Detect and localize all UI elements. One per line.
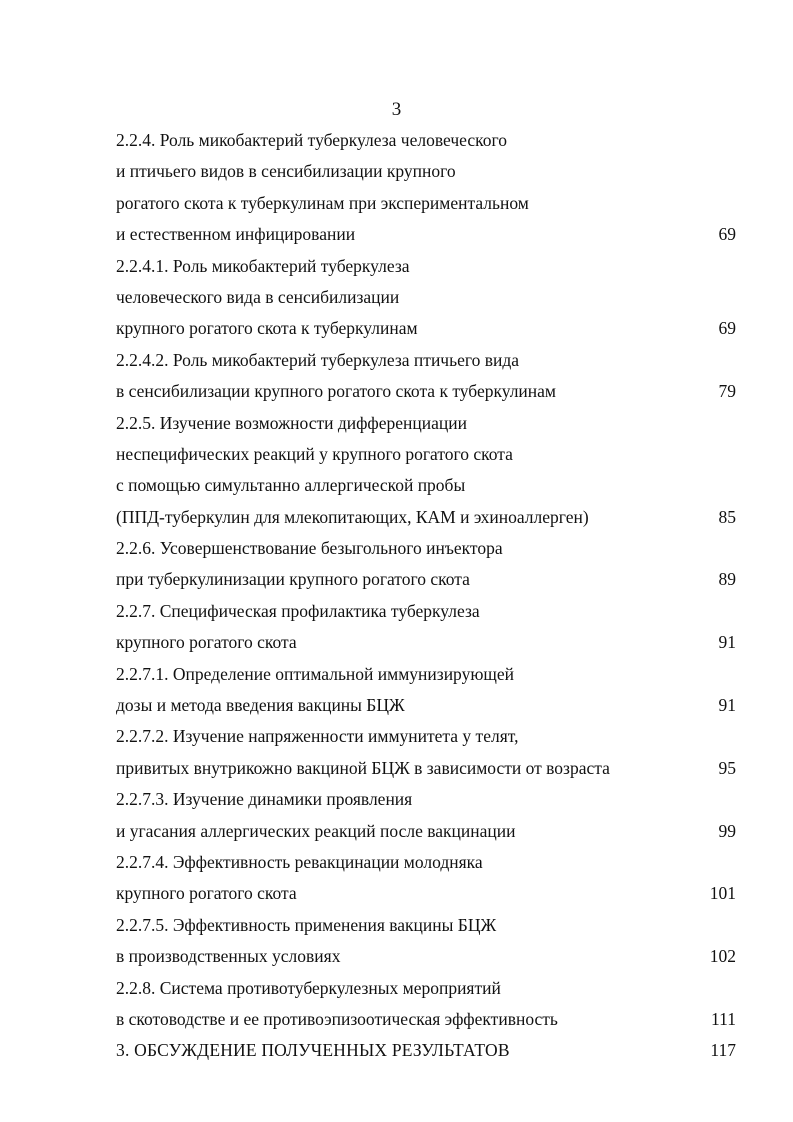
toc-entry-text: и угасания аллергических реакций после вакцинации [116, 820, 516, 841]
toc-entry-text: 2.2.4. Роль микобактерий туберкулеза человеческого [116, 130, 507, 150]
toc-entry [116, 128, 746, 159]
toc-entry-text: с помощью симультанно аллергической пробы [116, 475, 466, 496]
toc-entry-text: неспецифических реакций у крупного рогатого скота [116, 443, 513, 464]
toc-entry-text: привитых внутрикожно вакциной БЦЖ в зависимости от возраста [116, 757, 610, 778]
toc-entry-text: и естественном инфицировании [116, 224, 356, 245]
toc-entry-text: 2.2.4.1. Роль микобактерий туберкулеза [116, 255, 410, 276]
toc-entry [116, 1038, 746, 1069]
toc-entry [116, 505, 746, 536]
toc-entry [116, 630, 746, 661]
toc-entry [116, 473, 746, 504]
page-number: 3 [391, 99, 402, 120]
table-of-contents [116, 128, 746, 1070]
toc-entry-text: 2.2.4.2. Роль микобактерий туберкулеза птичьего вида [116, 349, 520, 370]
toc-entry-text: в сенсибилизации крупного рогатого скота к туберкулинам [116, 381, 556, 402]
toc-entry [116, 693, 746, 724]
toc-entry [116, 724, 746, 755]
toc-entry-page: 91 [718, 695, 736, 716]
toc-entry-text: рогатого скота к туберкулинам при экспериментальном [116, 192, 529, 213]
toc-entry-text: 2.2.8. Система противотуберкулезных мероприятий [116, 977, 501, 998]
toc-entry [116, 881, 746, 912]
toc-entry-text: 3. ОБСУЖДЕНИЕ ПОЛУЧЕННЫХ РЕЗУЛЬТАТОВ [116, 1040, 510, 1061]
toc-entry-page: 69 [718, 224, 736, 245]
toc-entry [116, 191, 746, 222]
toc-entry [116, 913, 746, 944]
toc-entry-page: 99 [718, 820, 736, 841]
toc-entry [116, 976, 746, 1007]
toc-entry-text: в производственных условиях [116, 946, 341, 967]
toc-entry-page: 91 [718, 632, 736, 653]
toc-entry [116, 536, 746, 567]
toc-entry-text: крупного рогатого скота к туберкулинам [116, 318, 418, 339]
toc-entry-text: крупного рогатого скота [116, 632, 297, 653]
toc-entry [116, 159, 746, 190]
toc-entry-text: 2.2.7.2. Изучение напряженности иммунитета у телят, [116, 726, 519, 747]
toc-entry-text: крупного рогатого скота [116, 883, 297, 904]
toc-entry-text: 2.2.7.5. Эффективность применения вакцины БЦЖ [116, 914, 497, 935]
toc-entry-text: 2.2.7.1. Определение оптимальной иммунизирующей [116, 663, 515, 684]
toc-entry-page: 69 [718, 318, 736, 339]
toc-entry-page: 111 [711, 1008, 736, 1029]
toc-entry [116, 348, 746, 379]
toc-entry-text: 2.2.6. Усовершенствование безыгольного инъектора [116, 538, 503, 559]
toc-entry-page: 85 [718, 506, 736, 527]
toc-entry [116, 662, 746, 693]
toc-entry [116, 442, 746, 473]
toc-entry-text: в скотоводстве и ее противоэпизоотическая эффективность [116, 1008, 558, 1029]
toc-entry-text: 2.2.5. Изучение возможности дифференциации [116, 412, 467, 433]
toc-entry [116, 285, 746, 316]
toc-entry-text: (ППД-туберкулин для млекопитающих, КАМ и эхиноаллерген) [116, 506, 589, 527]
toc-entry-page: 117 [710, 1040, 736, 1061]
toc-entry [116, 599, 746, 630]
toc-entry-page: 101 [709, 883, 736, 904]
toc-entry [116, 850, 746, 881]
toc-entry-text: при туберкулинизации крупного рогатого скота [116, 569, 470, 590]
toc-entry-page: 95 [718, 757, 736, 778]
toc-entry [116, 944, 746, 975]
toc-entry-page: 79 [718, 381, 736, 402]
toc-entry [116, 1007, 746, 1038]
toc-entry [116, 567, 746, 598]
toc-entry [116, 254, 746, 285]
toc-entry-page: 102 [709, 946, 736, 967]
toc-entry-text: человеческого вида в сенсибилизации [116, 286, 400, 307]
toc-entry-text: 2.2.7. Специфическая профилактика туберкулеза [116, 600, 480, 621]
toc-entry-text: 2.2.7.4. Эффективность ревакцинации молодняка [116, 851, 483, 872]
toc-entry [116, 411, 746, 442]
toc-entry-text: и птичьего видов в сенсибилизации крупного [116, 161, 456, 182]
toc-entry [116, 819, 746, 850]
toc-entry [116, 316, 746, 347]
toc-entry [116, 222, 746, 253]
toc-entry-text: дозы и метода введения вакцины БЦЖ [116, 695, 405, 716]
toc-entry [116, 379, 746, 410]
toc-entry [116, 756, 746, 787]
toc-entry [116, 787, 746, 818]
toc-entry-page: 89 [718, 569, 736, 590]
toc-entry-text: 2.2.7.3. Изучение динамики проявления [116, 789, 413, 810]
